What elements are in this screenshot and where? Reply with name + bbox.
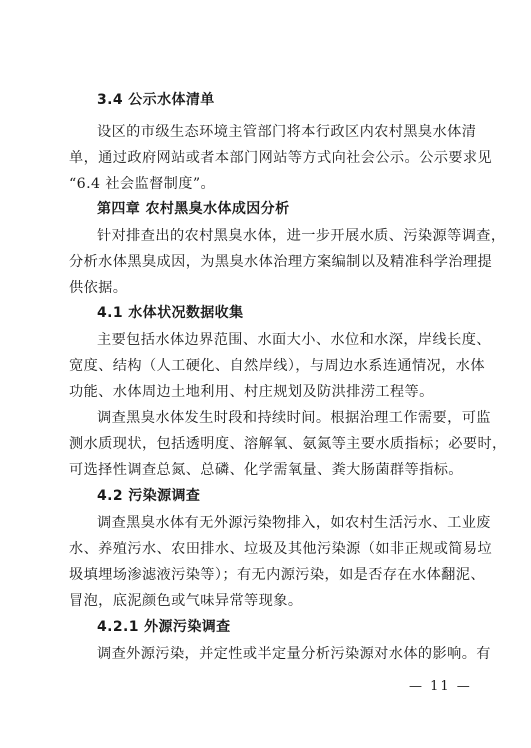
paragraph-line: 功能、水体周边土地利用、村庄规划及防洪排涝工程等。	[69, 384, 434, 400]
paragraph-line: 设区的市级生态环境主管部门将本行政区内农村黑臭水体清	[97, 124, 477, 140]
paragraph-line: “6.4 社会监督制度”。	[69, 176, 216, 192]
section-heading: 4.1 水体状况数据收集	[97, 305, 244, 321]
paragraph-line: 调查外源污染，并定性或半定量分析污染源对水体的影响。有	[97, 646, 491, 662]
paragraph-line: 水、养殖污水、农田排水、垃圾及其他污染源（如非正规或简易垃	[69, 541, 493, 557]
chapter-heading: 第四章 农村黑臭水体成因分析	[97, 201, 290, 217]
paragraph-line: 主要包括水体边界范围、水面大小、水位和水深，岸线长度、	[97, 332, 491, 348]
section-heading: 3.4 公示水体清单	[97, 92, 215, 108]
paragraph-line: 针对排查出的农村黑臭水体，进一步开展水质、污染源等调查，	[97, 228, 506, 244]
paragraph-line: 测水质现状，包括透明度、溶解氧、氨氮等主要水质指标；必要时，	[69, 436, 507, 452]
paragraph-line: 宽度、结构（人工硬化、自然岸线），与周边水系连通情况，水体	[69, 358, 485, 374]
page-number: — 11 —	[409, 679, 472, 694]
paragraph-line: 单，通过政府网站或者本部门网站等方式向社会公示。公示要求见	[69, 150, 493, 166]
paragraph-line: 供依据。	[69, 280, 128, 296]
paragraph-line: 调查黑臭水体发生时段和持续时间。根据治理工作需要，可监	[97, 410, 491, 426]
section-heading: 4.2 污染源调查	[97, 488, 201, 504]
paragraph-line: 可选择性调查总氮、总磷、化学需氧量、粪大肠菌群等指标。	[69, 462, 463, 478]
paragraph-line: 冒泡，底泥颜色或气味异常等现象。	[69, 593, 303, 609]
paragraph-line: 分析水体黑臭成因，为黑臭水体治理方案编制以及精准科学治理提	[69, 254, 493, 270]
subsection-heading: 4.2.1 外源污染调查	[97, 619, 231, 635]
paragraph-line: 圾填埋场渗滤液污染等）；有无内源污染，如是否存在水体翻泥、	[69, 567, 485, 583]
paragraph-line: 调查黑臭水体有无外源污染物排入，如农村生活污水、工业废	[97, 515, 491, 531]
